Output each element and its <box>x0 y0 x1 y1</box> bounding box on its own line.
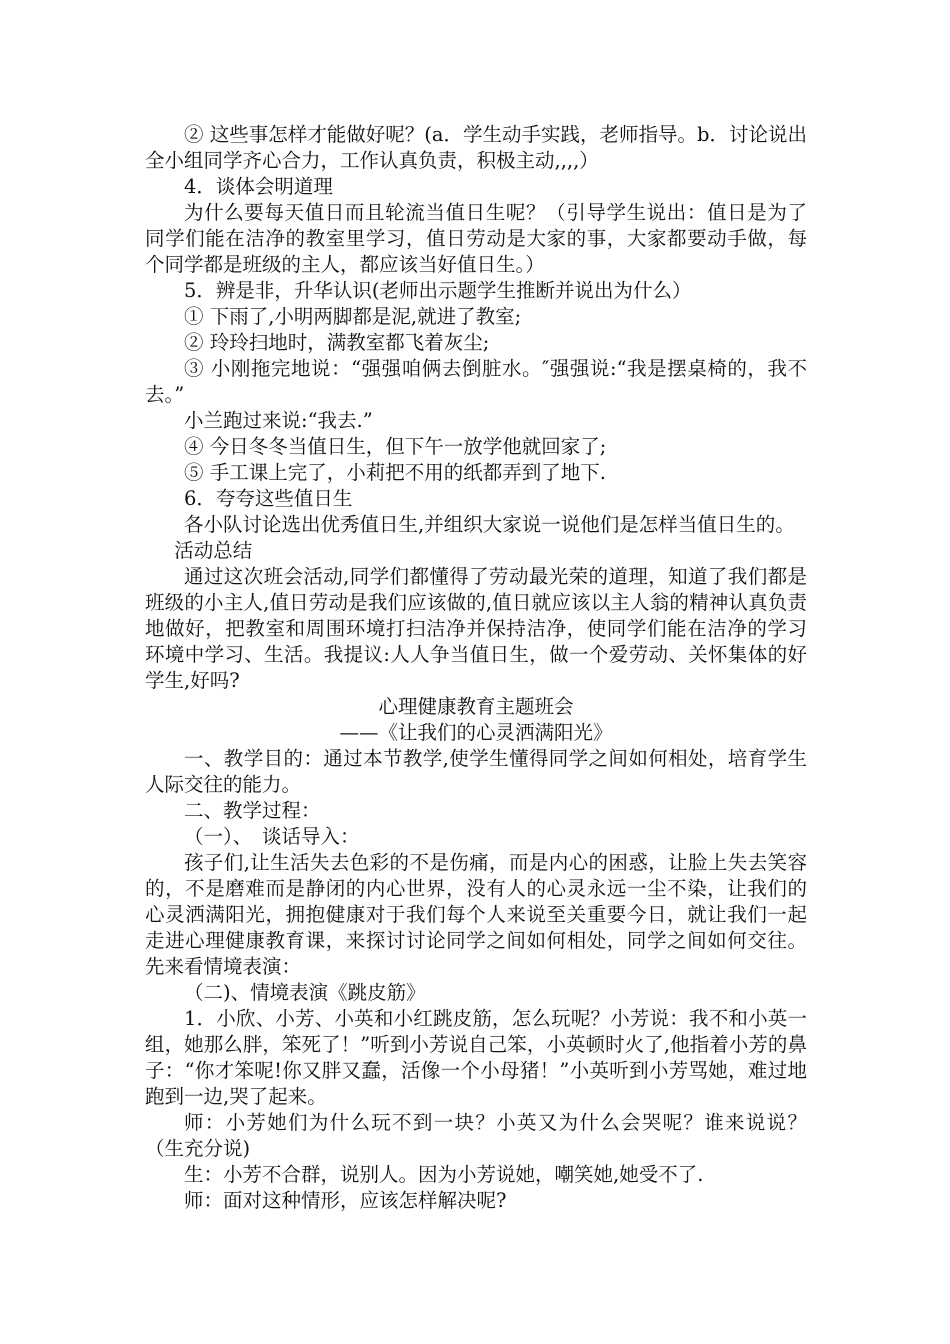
section-heading: 活动总结 <box>174 539 253 562</box>
document-subtitle: ——《让我们的心灵洒满阳光》 <box>339 721 613 744</box>
paragraph: 生：小芳不合群，说别人。因为小芳说她，嘲笑她,她受不了. <box>184 1163 704 1186</box>
list-item: ③ 小刚拖完地说：“强强咱俩去倒脏水。″强强说:“我是摆桌椅的，我不去。” <box>145 357 807 406</box>
list-item: ⑤ 手工课上完了，小莉把不用的纸都弄到了地下. <box>184 461 606 484</box>
paragraph: 一、教学目的：通过本节教学,使学生懂得同学之间如何相处，培育学生人际交往的能力。 <box>145 747 807 796</box>
paragraph: 师：小芳她们为什么玩不到一块？小英又为什么会哭呢？谁来说说？（生充分说) <box>145 1111 807 1160</box>
paragraph: 师：面对这种情形，应该怎样解决呢? <box>184 1189 507 1212</box>
list-item: ② 玲玲扫地时，满教室都飞着灰尘; <box>184 331 490 354</box>
section-heading: 4．谈体会明道理 <box>184 175 333 198</box>
section-heading: 二、教学过程： <box>184 799 321 822</box>
document-body <box>145 122 807 1214</box>
section-heading: 5．辨是非，升华认识(老师出示题学生推断并说出为什么） <box>184 279 692 302</box>
paragraph: 各小队讨论选出优秀值日生,并组织大家说一说他们是怎样当值日生的。 <box>184 513 795 536</box>
section-heading: （二)、情境表演《跳皮筋》 <box>184 981 426 1004</box>
paragraph: 小兰跑过来说:“我去.” <box>184 409 373 432</box>
document-title: 心理健康教育主题班会 <box>378 695 574 718</box>
section-heading: 6．夸夸这些值日生 <box>184 487 353 510</box>
list-item: ① 下雨了,小明两脚都是泥,就进了教室; <box>184 305 522 328</box>
paragraph: 为什么要每天值日而且轮流当值日生呢？（引导学生说出：值日是为了同学们能在洁净的教室里学习，值日劳动是大家的事，大家都要动手做，每个同学都是班级的主人，都应该当好值日生。） <box>145 201 807 276</box>
list-item: ④ 今日冬冬当值日生，但下午一放学他就回家了; <box>184 435 607 458</box>
section-heading: （一）、 谈话导入： <box>184 825 360 848</box>
paragraph: 通过这次班会活动,同学们都懂得了劳动最光荣的道理，知道了我们都是班级的小主人,值日劳动是我们应该做的,值日就应该以主人翁的精神认真负责地做好，把教室和周围环境打扫洁净并保持洁净，使同学们能在洁净的学习环境中学习、生活。我提议:人人争当值日生，做一个爱劳动、关怀集体的好学生,好吗? <box>145 565 807 692</box>
paragraph: 1．小欣、小芳、小英和小红跳皮筋，怎么玩呢？小芳说：我不和小英一组，她那么胖，笨死了！”听到小芳说自己笨，小英顿时火了,他指着小芳的鼻子：“你才笨呢!你又胖又蠢，活像一个小母猪！”小英听到小芳骂她，难过地跑到一边,哭了起来。 <box>145 1007 807 1108</box>
paragraph: 孩子们,让生活失去色彩的不是伤痛，而是内心的困惑，让脸上失去笑容的，不是磨难而是静闭的内心世界，没有人的心灵永远一尘不染，让我们的心灵洒满阳光，拥抱健康对于我们每个人来说至关重要今日，就让我们一起走进心理健康教育课，来探讨讨论同学之间如何相处，同学之间如何交往。先来看情境表演： <box>145 851 807 978</box>
paragraph: ② 这些事怎样才能做好呢？(a．学生动手实践，老师指导。b．讨论说出全小组同学齐心合力，工作认真负责，积极主动,,,,） <box>145 123 807 172</box>
